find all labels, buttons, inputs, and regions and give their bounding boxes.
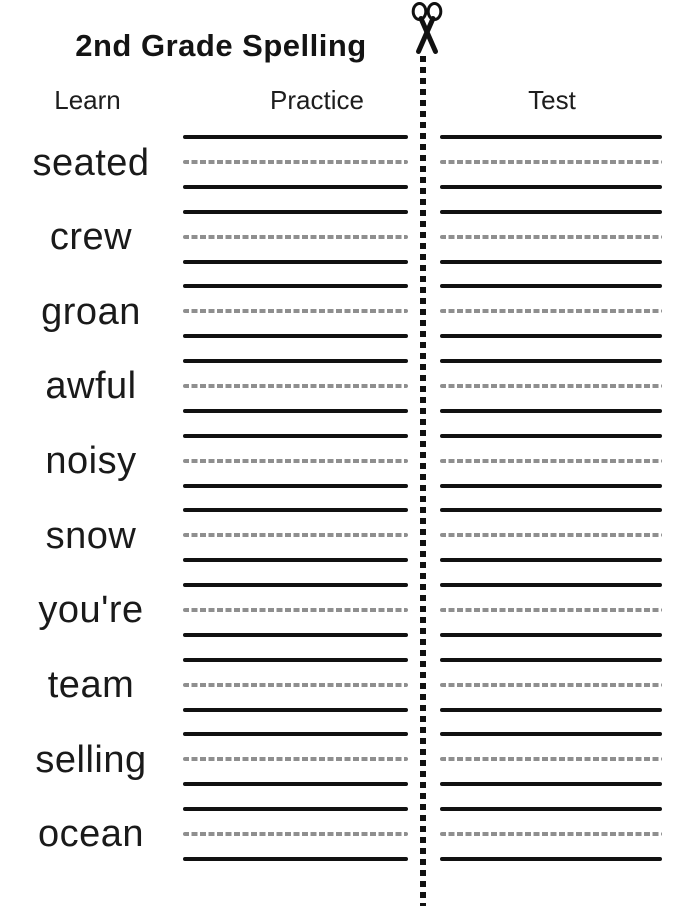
writing-line-top <box>440 807 662 811</box>
writing-line-top <box>440 210 662 214</box>
column-header-test: Test <box>528 85 576 115</box>
test-writing-lines <box>440 807 662 861</box>
writing-line-middle-dashed <box>183 608 408 612</box>
writing-line-top <box>183 732 408 736</box>
writing-line-bottom <box>440 334 662 338</box>
writing-line-middle-dashed <box>183 533 408 537</box>
writing-line-bottom <box>183 260 408 264</box>
practice-writing-lines <box>183 135 408 189</box>
writing-line-middle-dashed <box>440 384 662 388</box>
practice-writing-lines <box>183 732 408 786</box>
writing-line-top <box>440 284 662 288</box>
writing-line-top <box>183 434 408 438</box>
writing-line-middle-dashed <box>440 757 662 761</box>
spelling-word: noisy <box>45 440 137 483</box>
writing-line-middle-dashed <box>440 683 662 687</box>
writing-line-middle-dashed <box>183 235 408 239</box>
writing-line-bottom <box>440 708 662 712</box>
writing-line-bottom <box>183 782 408 786</box>
writing-line-middle-dashed <box>183 683 408 687</box>
column-header-learn: Learn <box>54 85 121 115</box>
column-header-practice: Practice <box>270 85 364 115</box>
spelling-word: crew <box>49 216 133 259</box>
writing-line-top <box>183 135 408 139</box>
spelling-word: team <box>47 664 135 707</box>
writing-line-middle-dashed <box>440 459 662 463</box>
writing-line-top <box>183 583 408 587</box>
writing-line-bottom <box>440 633 662 637</box>
writing-line-top <box>183 508 408 512</box>
spelling-word: groan <box>41 290 141 333</box>
word-row <box>0 359 700 415</box>
writing-line-middle-dashed <box>440 533 662 537</box>
word-row <box>0 807 700 863</box>
writing-line-bottom <box>183 484 408 488</box>
writing-line-middle-dashed <box>440 832 662 836</box>
test-writing-lines <box>440 135 662 189</box>
practice-writing-lines <box>183 210 408 264</box>
writing-line-bottom <box>440 185 662 189</box>
word-row <box>0 732 700 788</box>
writing-line-middle-dashed <box>183 459 408 463</box>
test-writing-lines <box>440 508 662 562</box>
word-rows <box>0 135 700 895</box>
writing-line-middle-dashed <box>183 160 408 164</box>
word-row <box>0 583 700 639</box>
page-title: 2nd Grade Spelling <box>75 28 367 63</box>
test-writing-lines <box>440 658 662 712</box>
word-row <box>0 210 700 266</box>
test-writing-lines <box>440 434 662 488</box>
writing-line-middle-dashed <box>183 832 408 836</box>
spelling-word: you're <box>38 589 144 632</box>
writing-line-bottom <box>183 708 408 712</box>
practice-writing-lines <box>183 284 408 338</box>
writing-line-bottom <box>183 409 408 413</box>
test-writing-lines <box>440 284 662 338</box>
writing-line-bottom <box>440 260 662 264</box>
practice-writing-lines <box>183 434 408 488</box>
writing-line-top <box>440 508 662 512</box>
scissors-icon <box>409 2 445 55</box>
writing-line-bottom <box>183 334 408 338</box>
practice-writing-lines <box>183 508 408 562</box>
writing-line-middle-dashed <box>440 160 662 164</box>
spelling-word: seated <box>32 141 150 184</box>
spelling-word: snow <box>45 514 137 557</box>
practice-writing-lines <box>183 807 408 861</box>
writing-line-bottom <box>440 782 662 786</box>
writing-line-middle-dashed <box>440 235 662 239</box>
writing-line-top <box>440 583 662 587</box>
writing-line-top <box>183 658 408 662</box>
writing-line-middle-dashed <box>440 309 662 313</box>
spelling-word: selling <box>35 738 147 781</box>
word-row <box>0 284 700 340</box>
practice-writing-lines <box>183 658 408 712</box>
word-row <box>0 135 700 191</box>
writing-line-top <box>440 135 662 139</box>
writing-line-bottom <box>440 484 662 488</box>
writing-line-top <box>440 658 662 662</box>
practice-writing-lines <box>183 359 408 413</box>
writing-line-bottom <box>440 409 662 413</box>
writing-line-bottom <box>183 857 408 861</box>
practice-writing-lines <box>183 583 408 637</box>
writing-line-top <box>440 359 662 363</box>
word-row <box>0 434 700 490</box>
writing-line-bottom <box>183 558 408 562</box>
spelling-word: ocean <box>37 813 145 856</box>
test-writing-lines <box>440 210 662 264</box>
writing-line-middle-dashed <box>440 608 662 612</box>
spelling-word: awful <box>45 365 137 408</box>
writing-line-bottom <box>440 558 662 562</box>
writing-line-bottom <box>440 857 662 861</box>
writing-line-bottom <box>183 185 408 189</box>
writing-line-top <box>440 732 662 736</box>
test-writing-lines <box>440 359 662 413</box>
writing-line-bottom <box>183 633 408 637</box>
word-row <box>0 658 700 714</box>
test-writing-lines <box>440 583 662 637</box>
writing-line-top <box>183 210 408 214</box>
writing-line-top <box>440 434 662 438</box>
writing-line-top <box>183 284 408 288</box>
test-writing-lines <box>440 732 662 786</box>
writing-line-middle-dashed <box>183 384 408 388</box>
word-row <box>0 508 700 564</box>
writing-line-middle-dashed <box>183 757 408 761</box>
writing-line-middle-dashed <box>183 309 408 313</box>
writing-line-top <box>183 359 408 363</box>
writing-line-top <box>183 807 408 811</box>
